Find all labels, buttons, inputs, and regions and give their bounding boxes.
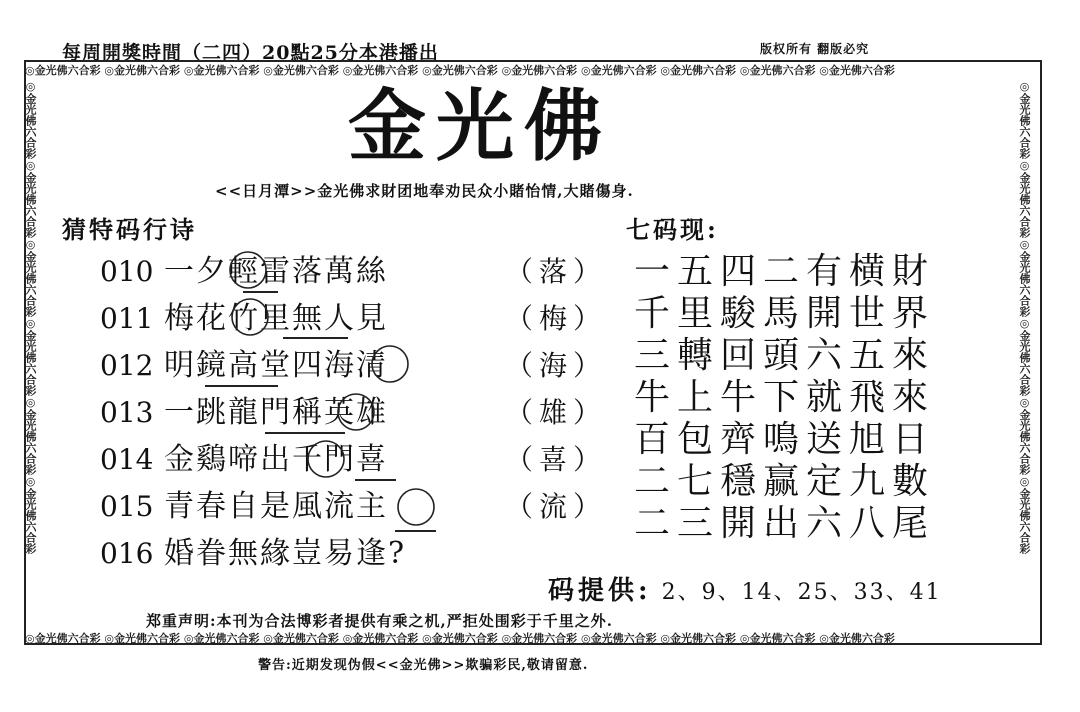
poem-hint: （雄）: [505, 396, 608, 429]
poem-row: [100, 489, 608, 537]
poem-row: [100, 537, 494, 584]
poem-hint: （海）: [505, 349, 608, 382]
seven-code-line: 千里駿馬開世界: [634, 293, 936, 334]
schedule-header: 每周開獎時間（二四）20點25分本港播出: [62, 42, 439, 64]
warning-notice: 警告:近期发现伪假<<金光佛>>欺骗彩民,敬请留意.: [258, 658, 589, 673]
poem-row: [100, 348, 608, 396]
poem-line: 一跳龍門稱英雄: [164, 395, 388, 430]
poem-number: 013: [100, 396, 154, 429]
seven-code-line: 二七穩赢定九數: [634, 461, 936, 502]
numbers-provided-values: 2、9、14、25、33、41: [661, 580, 942, 605]
poem-number: 012: [100, 349, 154, 382]
poem-line: 一夕輕雷落萬絲: [164, 254, 388, 289]
seven-codes-heading: 七码现:: [626, 215, 719, 244]
seven-codes-list: [634, 252, 935, 546]
poem-row: [100, 254, 608, 302]
poem-number: 014: [100, 443, 154, 476]
copyright-notice: 版权所有 翻版必究: [760, 42, 870, 56]
border-strip-right: ◎金光佛六合彩◎金光佛六合彩◎金光佛六合彩◎金光佛六合彩◎金光佛六合彩◎金光佛六合彩: [1018, 80, 1031, 554]
poem-hint: （喜）: [505, 443, 608, 476]
poem-line: 梅花竹里無人見: [164, 301, 388, 336]
numbers-provided: [548, 570, 942, 607]
poem-line: 婚眷無緣豈易逢?: [164, 536, 407, 571]
poem-hint: （落）: [505, 255, 608, 288]
seven-code-line: 二三開出六八尾: [634, 503, 936, 544]
poem-line: 青春自是風流主: [164, 489, 388, 524]
tagline: <<日月潭>>金光佛求財团地奉劝民众小賭怡情,大賭傷身.: [215, 182, 634, 200]
numbers-provided-label: 码提供:: [548, 576, 652, 606]
border-strip-top: ◎金光佛六合彩 ◎金光佛六合彩 ◎金光佛六合彩 ◎金光佛六合彩 ◎金光佛六合彩 ◎金光佛六合彩 ◎金光佛六合彩 ◎金光佛六合彩 ◎金光佛六合彩 ◎金光佛六合彩 ◎金光佛六合彩: [25, 64, 895, 77]
poem-number: 010: [100, 255, 154, 288]
poem-row: [100, 395, 608, 443]
border-strip-left: ◎金光佛六合彩◎金光佛六合彩◎金光佛六合彩◎金光佛六合彩◎金光佛六合彩◎金光佛六合彩: [24, 80, 37, 554]
poem-hint: （梅）: [505, 302, 608, 335]
disclaimer: 郑重声明:本刊为合法博彩者提供有乘之机,严拒处围彩于千里之外.: [146, 612, 613, 630]
poem-line: 金鷄啼出千門喜: [164, 442, 388, 477]
poem-number: 015: [100, 490, 154, 523]
poem-number: 016: [100, 537, 154, 570]
page-title: 金光佛: [347, 81, 612, 172]
seven-code-line: 一五四二有横財: [634, 251, 936, 292]
poem-row: [100, 301, 608, 349]
poem-heading: 猜特码行诗: [62, 215, 197, 244]
seven-code-line: 百包齊鳴送旭日: [634, 419, 936, 460]
seven-code-line: 牛上牛下就飛來: [634, 377, 936, 418]
poem-line: 明鏡高堂四海清: [164, 348, 388, 383]
border-strip-bottom: ◎金光佛六合彩 ◎金光佛六合彩 ◎金光佛六合彩 ◎金光佛六合彩 ◎金光佛六合彩 ◎金光佛六合彩 ◎金光佛六合彩 ◎金光佛六合彩 ◎金光佛六合彩 ◎金光佛六合彩 ◎金光佛六合彩: [25, 632, 895, 645]
poem-row: [100, 442, 608, 490]
poem-hint: （流）: [505, 490, 608, 523]
poem-list: [100, 254, 608, 584]
seven-code-line: 三轉回頭六五來: [634, 335, 936, 376]
poem-number: 011: [100, 302, 154, 335]
